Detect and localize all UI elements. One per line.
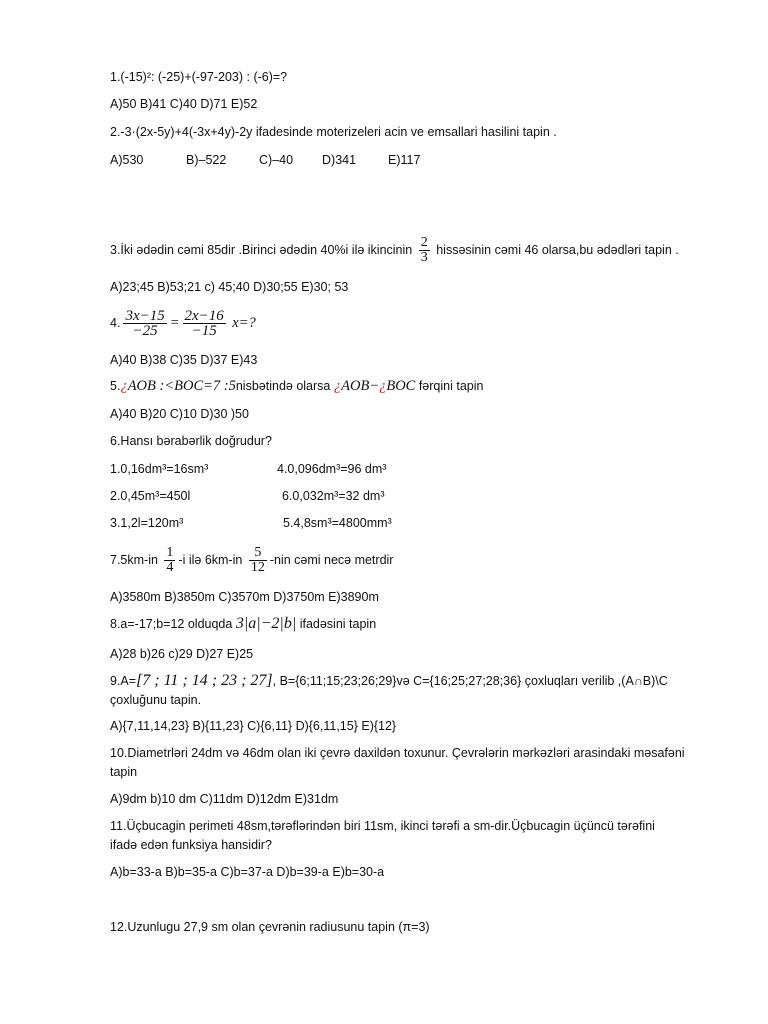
answers-9: A){7,11,14,23} B){11,23} C){6,11} D){6,11,15} E){12} xyxy=(110,719,397,733)
q6-option: 1.0,16dm³=16sm³ xyxy=(110,462,209,476)
answers-10: A)9dm b)10 dm C)11dm D)12dm E)31dm xyxy=(110,792,339,806)
angle-symbol: ¿ xyxy=(120,378,128,394)
fraction-denominator: 3 xyxy=(420,250,428,266)
q6-row-2 xyxy=(110,488,385,504)
fraction-numerator: 3x−15 xyxy=(125,308,165,325)
set-a-expression: [7 ; 11 ; 14 ; 23 ; 27] xyxy=(136,672,273,689)
fraction-one-quarter xyxy=(164,546,175,575)
answer-option: D)341 xyxy=(322,153,357,167)
question-4 xyxy=(110,307,256,339)
q6-option: 2.0,45m³=450l xyxy=(110,489,191,503)
absolute-value-expression: 3|a|−2|b| xyxy=(235,615,297,632)
q6-option: 6.0,032m³=32 dm³ xyxy=(282,489,385,503)
fraction-denominator: −15 xyxy=(191,323,217,340)
answers-7: A)3580m B)3850m C)3570m D)3750m E)3890m xyxy=(110,590,379,604)
question-4-number: 4. xyxy=(110,316,121,330)
angle-symbol: ¿ xyxy=(333,378,342,394)
question-9-text: , B={6;11;15;23;26;29}və C={16;25;27;28;36} çoxluqları verilib ,(A∩B)\C xyxy=(272,674,668,688)
answers-5: A)40 B)20 C)10 D)30 )50 xyxy=(110,407,249,421)
question-12: 12.Uzunlugu 27,9 sm olan çevrənin radiusunu tapin (π=3) xyxy=(110,920,430,934)
fraction-left xyxy=(123,309,166,338)
question-5 xyxy=(110,378,483,394)
q6-option: 5.4,8sm³=4800mm³ xyxy=(283,516,392,530)
answer-option: E)117 xyxy=(388,153,421,167)
question-11: 11.Üçbucagin perimeti 48sm,tərəflərindən biri 11sm, ikinci tərəfi a sm-dir.Üçbucagin üçüncü tərəfini xyxy=(110,819,655,833)
fraction-five-twelfths xyxy=(249,546,267,575)
question-3 xyxy=(110,234,679,266)
question-10-line-2: tapin xyxy=(110,765,138,779)
question-3-text-start: 3.İki ədədin cəmi 85dir .Birinci ədədin 40%i ilə ikincinin xyxy=(110,243,413,257)
question-8 xyxy=(110,616,376,632)
answer-option: B)–522 xyxy=(186,153,227,167)
question-5-text: nisbətində olarsa xyxy=(235,379,331,393)
question-7 xyxy=(110,544,393,576)
question-8-text-start: 8.a=-17;b=12 olduqda xyxy=(110,617,233,631)
question-10: 10.Diametrləri 24dm və 46dm olan iki çevrə daxildən toxunur. Çevrələrin mərkəzləri arasindaki məsafəni xyxy=(110,746,685,760)
question-9 xyxy=(110,673,668,689)
q6-row-1 xyxy=(110,461,387,477)
answers-4: A)40 B)38 C)35 D)37 E)43 xyxy=(110,353,258,367)
question-9-line-2: çoxluğunu tapin. xyxy=(110,693,202,707)
angle-expression: BOC xyxy=(386,378,416,394)
answers-1: A)50 B)41 C)40 D)71 E)52 xyxy=(110,97,258,111)
answers-3: A)23;45 B)53;21 c) 45;40 D)30;55 E)30; 53 xyxy=(110,280,349,294)
question-7-text-end: -nin cəmi necə metrdir xyxy=(269,553,394,567)
fraction-denominator: −25 xyxy=(132,323,158,340)
angle-ratio-expression: AOB :<BOC=7 :5 xyxy=(127,378,236,394)
angle-difference-expression: AOB− xyxy=(341,378,380,394)
question-9-number: 9.A= xyxy=(110,674,137,688)
answers-8: A)28 b)26 c)29 D)27 E)25 xyxy=(110,647,254,661)
answer-option: A)530 xyxy=(110,153,144,167)
answers-11: A)b=33-a B)b=35-a C)b=37-a D)b=39-a E)b=30-a xyxy=(110,865,385,879)
fraction-denominator: 12 xyxy=(250,560,265,576)
fraction-two-thirds xyxy=(419,236,430,265)
fraction-numerator: 1 xyxy=(166,545,174,561)
question-5-text-end: fərqini tapin xyxy=(418,379,484,393)
question-6: 6.Hansı bərabərlik doğrudur? xyxy=(110,434,272,448)
q6-option: 3.1,2l=120m³ xyxy=(110,516,184,530)
fraction-right xyxy=(183,309,226,338)
q6-option: 4.0,096dm³=96 dm³ xyxy=(277,462,387,476)
question-7-text-mid: -i ilə 6km-in xyxy=(178,553,243,567)
q6-row-3 xyxy=(110,515,392,531)
question-5-number: 5. xyxy=(110,379,121,393)
question-1: 1.(-15)²: (-25)+(-97-203) : (-6)=? xyxy=(110,70,288,84)
question-8-text-end: ifadəsini tapin xyxy=(299,617,377,631)
equals-sign: = xyxy=(169,315,180,331)
fraction-numerator: 2x−16 xyxy=(184,308,224,325)
answer-option: C)–40 xyxy=(259,153,294,167)
question-2: 2.-3·(2x-5y)+4(-3x+4y)-2y ifadesinde moterizeleri acin ve emsallari hasilini tapin . xyxy=(110,125,557,139)
question-3-text-end: hissəsinin cəmi 46 olarsa,bu ədədləri tapin . xyxy=(436,243,679,257)
angle-symbol: ¿ xyxy=(379,378,387,394)
fraction-denominator: 4 xyxy=(166,560,174,576)
question-11-line-2: ifadə edən funksiya hansidir? xyxy=(110,838,272,852)
fraction-numerator: 5 xyxy=(249,546,267,561)
fraction-numerator: 2 xyxy=(420,235,428,251)
question-4-unknown: x=? xyxy=(232,315,256,331)
question-7-text-start: 7.5km-in xyxy=(110,553,158,567)
